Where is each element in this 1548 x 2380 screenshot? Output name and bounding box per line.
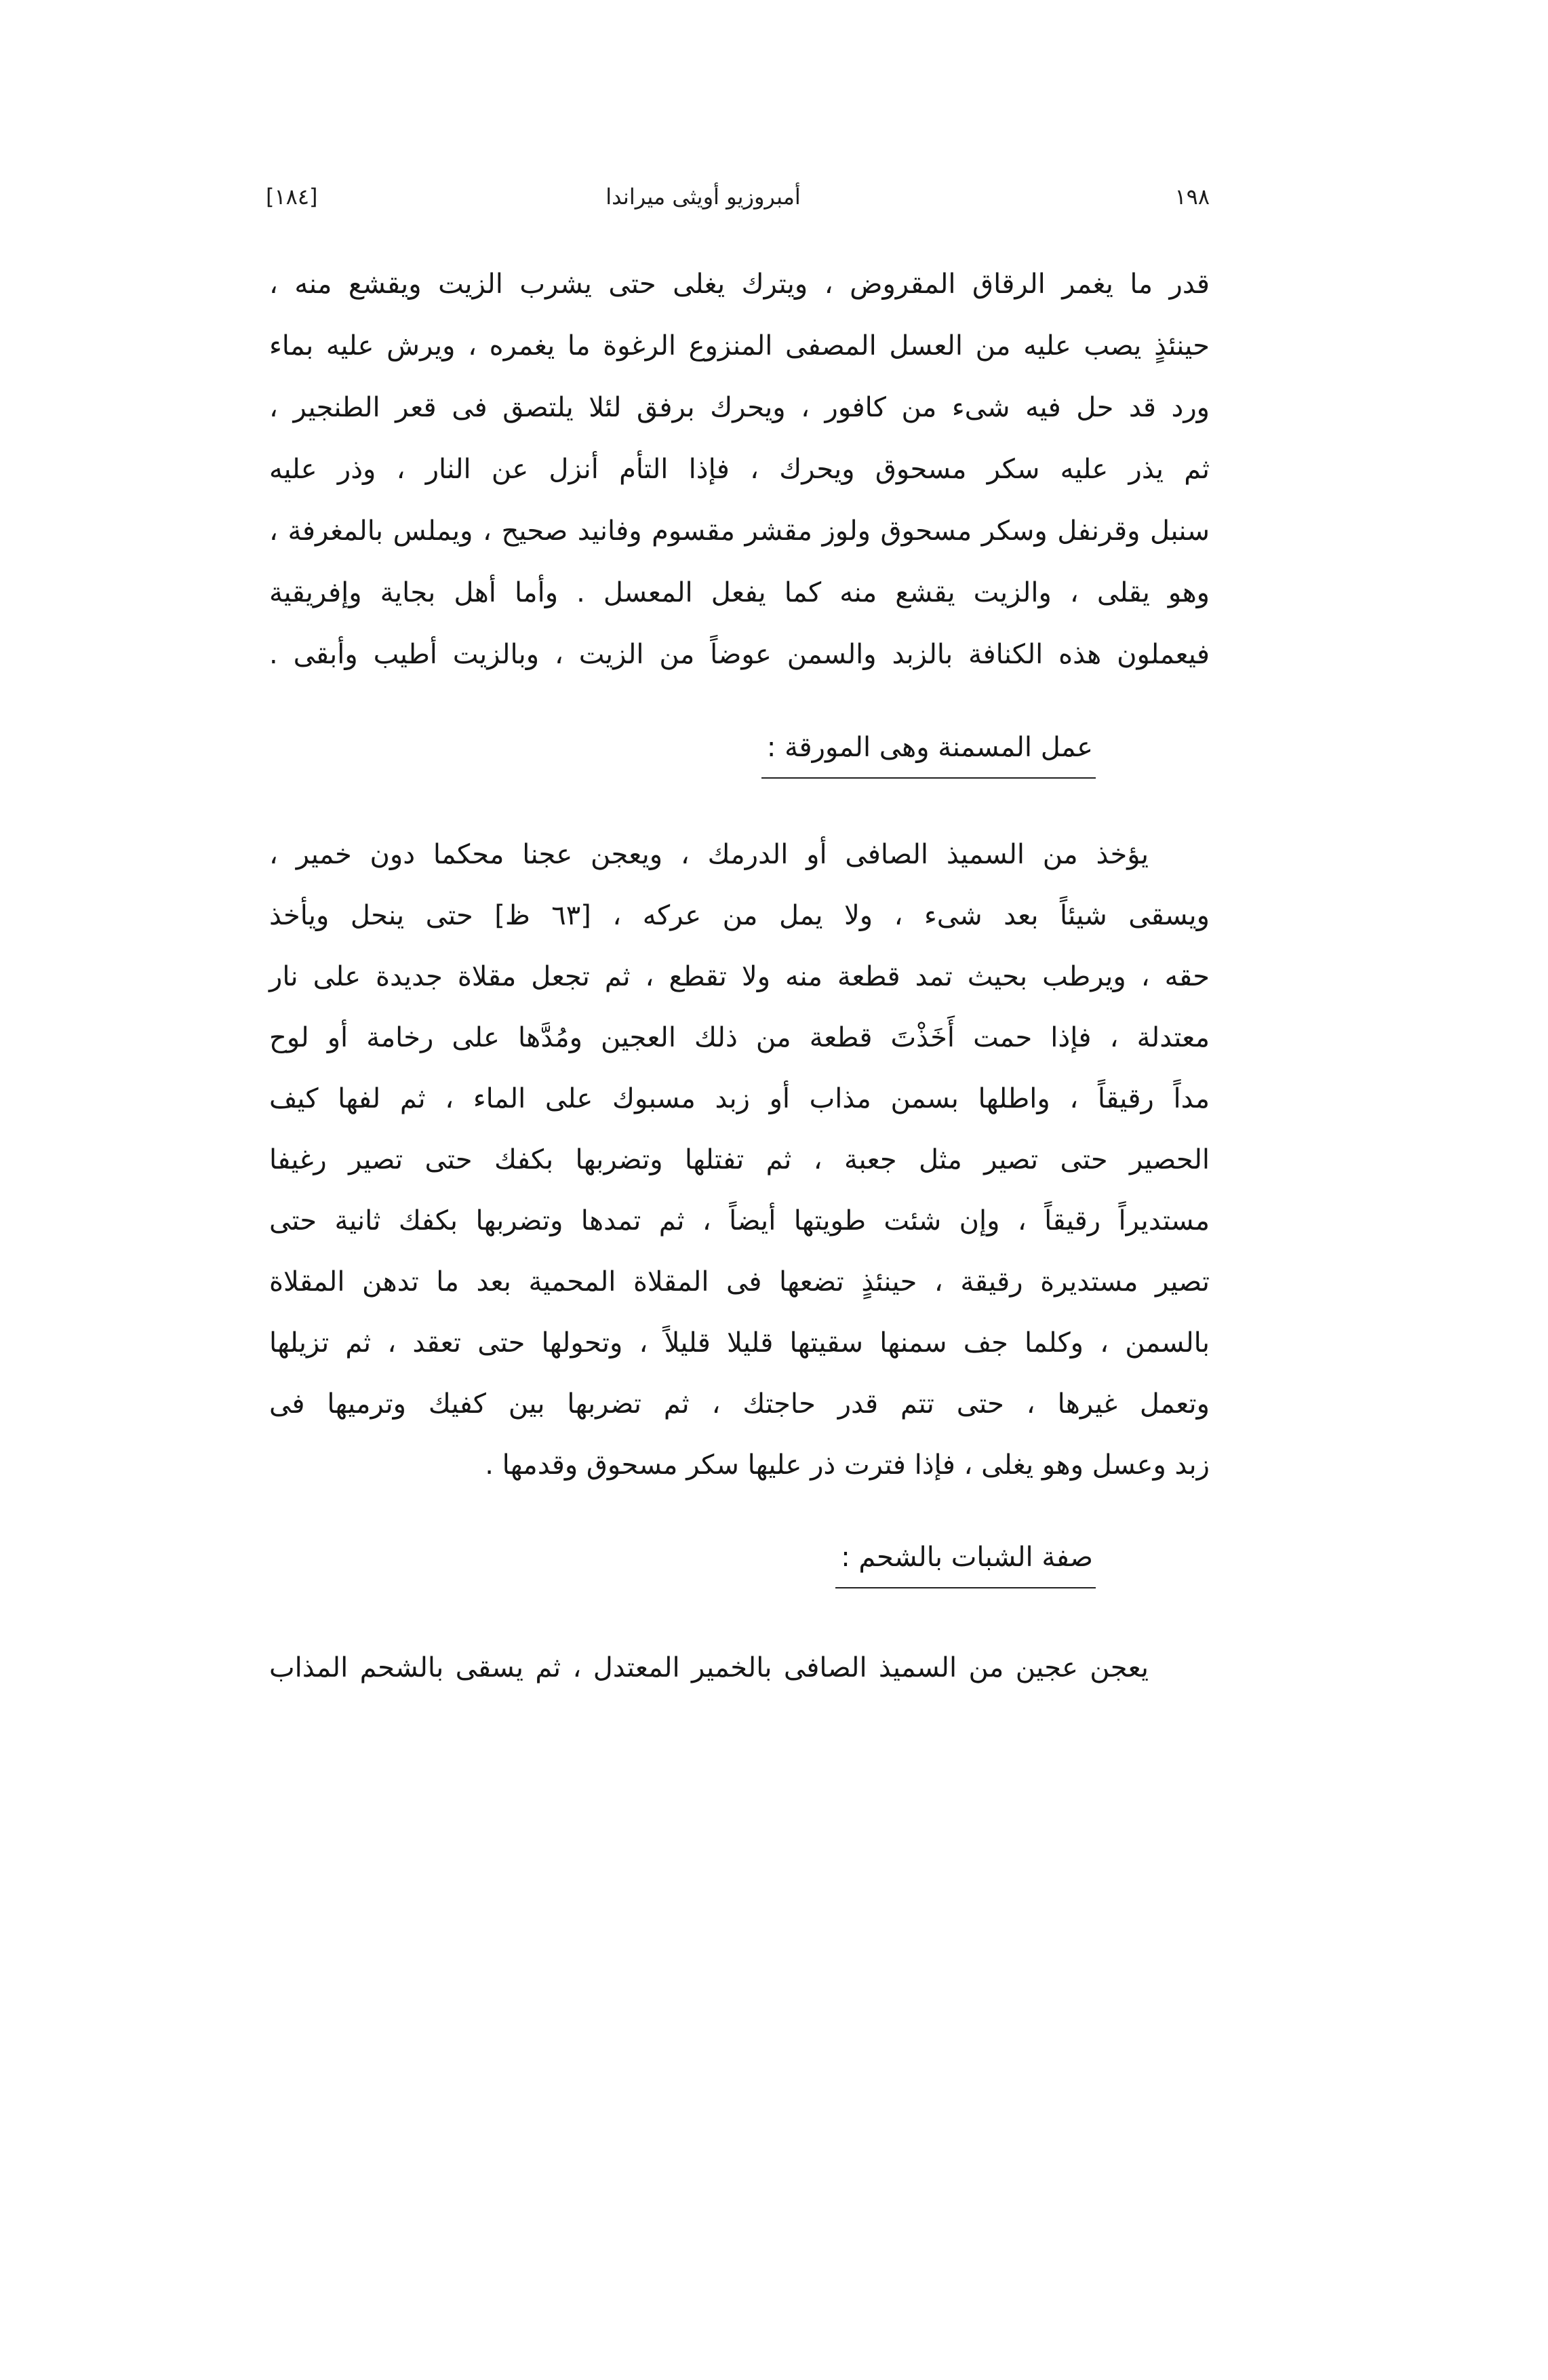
text-line: تصير مستديرة رقيقة ، حينئذٍ تضعها فى المقلاة المحمية بعد ما تدهن المقلاة xyxy=(269,1266,1210,1298)
text-line: وتعمل غيرها ، حتى تتم قدر حاجتك ، ثم تضربها بين كفيك وترميها فى xyxy=(269,1388,1210,1420)
paragraph xyxy=(269,254,1210,686)
text-line: مستديراً رقيقاً ، وإن شئت طويتها أيضاً ، ثم تمدها وتضربها بكفك ثانية حتى xyxy=(269,1205,1210,1236)
text-line: ويسقى شيئاً بعد شىء ، ولا يمل من عركه ، [٦٣ ظ] حتى ينحل ويأخذ xyxy=(269,900,1210,931)
text-line: يؤخذ من السميذ الصافى أو الدرمك ، ويعجن عجنا محكما دون خمير ، xyxy=(269,839,1149,870)
manuscript-page-ref: [١٨٤] xyxy=(266,184,318,210)
section-heading-text: صفة الشبات بالشحم : xyxy=(835,1532,1096,1588)
text-line: سنبل وقرنفل وسكر مسحوق ولوز مقشر مقسوم وفانيد صحيح ، ويملس بالمغرفة ، xyxy=(269,515,1210,547)
page-number: ١٩٨ xyxy=(1174,184,1210,210)
text-line: ورد قد حل فيه شىء من كافور ، ويحرك برفق لئلا يلتصق فى قعر الطنجير ، xyxy=(269,392,1210,423)
text-line: ثم يذر عليه سكر مسحوق ويحرك ، فإذا التأم أنزل عن النار ، وذر عليه xyxy=(269,454,1210,485)
section-heading xyxy=(761,722,1096,779)
text-line: فيعملون هذه الكنافة بالزبد والسمن عوضاً من الزيت ، وبالزيت أطيب وأبقى . xyxy=(269,639,1210,670)
section-heading-text: عمل المسمنة وهى المورقة : xyxy=(761,722,1096,779)
text-line: زبد وعسل وهو يغلى ، فإذا فترت ذر عليها سكر مسحوق وقدمها . xyxy=(485,1449,1210,1481)
running-title: أمبروزيو أويثى ميراندا xyxy=(606,184,801,210)
text-line: حينئذٍ يصب عليه من العسل المصفى المنزوع الرغوة ما يغمره ، ويرش عليه بماء xyxy=(269,330,1210,362)
text-line: وهو يقلى ، والزيت يقشع منه كما يفعل المعسل . وأما أهل بجاية وإفريقية xyxy=(269,577,1210,608)
text-line: بالسمن ، وكلما جف سمنها سقيتها قليلا قليلاً ، وتحولها حتى تعقد ، ثم تزيلها xyxy=(269,1327,1210,1359)
text-line: حقه ، ويرطب بحيث تمد قطعة منه ولا تقطع ، ثم تجعل مقلاة جديدة على نار xyxy=(269,961,1210,992)
paragraph xyxy=(269,1637,1210,1698)
text-line: يعجن عجين من السميذ الصافى بالخمير المعتدل ، ثم يسقى بالشحم المذاب xyxy=(269,1652,1149,1683)
text-line: معتدلة ، فإذا حمت أَخَذْتَ قطعة من ذلك العجين ومُدَّها على رخامة أو لوح xyxy=(269,1022,1210,1053)
text-line: الحصير حتى تصير مثل جعبة ، ثم تفتلها وتضربها بكفك حتى تصير رغيفا xyxy=(269,1144,1210,1175)
paragraph xyxy=(269,824,1210,1496)
section-heading xyxy=(835,1532,1096,1588)
text-line: مداً رقيقاً ، واطلها بسمن مذاب أو زبد مسبوك على الماء ، ثم لفها كيف xyxy=(269,1083,1210,1114)
text-line: قدر ما يغمر الرقاق المقروض ، ويترك يغلى حتى يشرب الزيت ويقشع منه ، xyxy=(269,269,1210,300)
